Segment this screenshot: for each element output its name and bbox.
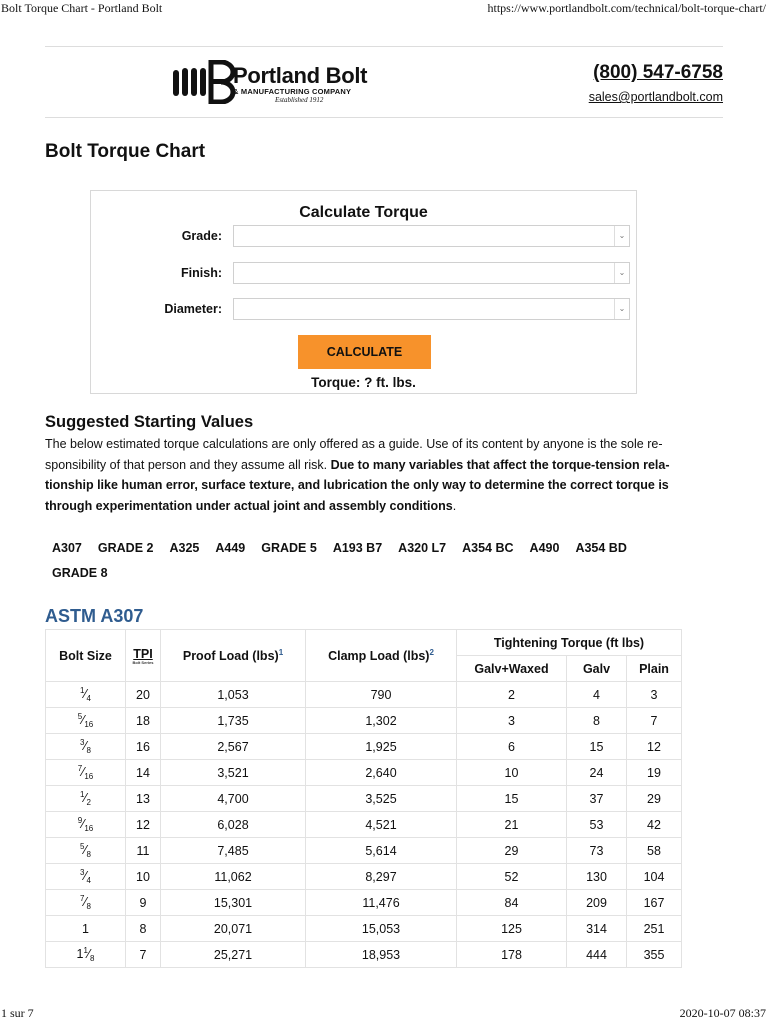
torque-table-body	[46, 682, 682, 968]
grade-link-grade-8[interactable]: GRADE 8	[52, 566, 108, 580]
cell-proof-load: 6,028	[161, 812, 306, 838]
col-tightening-torque: Tightening Torque (ft lbs)	[457, 630, 682, 656]
cell-proof-load: 20,071	[161, 916, 306, 942]
cell-proof-load: 7,485	[161, 838, 306, 864]
bolt-size-fraction: $^9⁄_{16}$	[77, 816, 94, 833]
disclaimer-bold-text: Due to many variables that affect the torque-tension rela-tionship like human error, surface texture, and lubrication the only way to determine the correct torque is through experimentation under actual joint and assembly conditions	[45, 457, 670, 514]
cell-bolt-size	[46, 760, 126, 786]
bolt-size-denominator: 4	[86, 694, 91, 703]
bolt-size-whole: 1	[76, 947, 84, 961]
cell-clamp-load: 5,614	[306, 838, 457, 864]
grade-link-a307[interactable]: A307	[52, 541, 82, 555]
table-row	[46, 708, 682, 734]
cell-plain: 355	[627, 942, 682, 968]
suggested-values-heading: Suggested Starting Values	[45, 413, 254, 431]
torque-table	[45, 629, 682, 968]
cell-galv: 8	[567, 708, 627, 734]
disclaimer-text: The below estimated torque calculations are only offered as a guide. Use of its content by anyone is the sole re-sponsibility of that person and they assume all risk.	[45, 437, 663, 472]
bolt-size-numerator: 1	[80, 686, 85, 695]
cell-bolt-size	[46, 812, 126, 838]
table-row	[46, 890, 682, 916]
bolt-size-fraction: $1^1⁄_8$	[76, 946, 95, 963]
section-heading-astm-a307: ASTM A307	[45, 606, 144, 626]
col-galv: Galv	[567, 656, 627, 682]
cell-galv: 130	[567, 864, 627, 890]
cell-tpi: 9	[126, 890, 161, 916]
bolt-size-fraction	[82, 922, 89, 936]
cell-bolt-size	[46, 864, 126, 890]
table-row	[46, 838, 682, 864]
cell-proof-load: 11,062	[161, 864, 306, 890]
bolt-size-denominator: 8	[86, 746, 91, 755]
table-row	[46, 734, 682, 760]
cell-galv: 24	[567, 760, 627, 786]
bolt-size-fraction: $^3⁄_8$	[80, 738, 91, 755]
cell-galv: 53	[567, 812, 627, 838]
col-proof-load	[161, 630, 306, 682]
grade-link-grade-5[interactable]: GRADE 5	[261, 541, 317, 555]
cell-plain: 7	[627, 708, 682, 734]
diameter-label: Diameter:	[164, 302, 222, 316]
cell-plain: 3	[627, 682, 682, 708]
cell-bolt-size	[46, 838, 126, 864]
cell-galv: 314	[567, 916, 627, 942]
cell-tpi: 8	[126, 916, 161, 942]
cell-galv: 444	[567, 942, 627, 968]
cell-proof-load: 3,521	[161, 760, 306, 786]
cell-tpi: 12	[126, 812, 161, 838]
cell-clamp-load: 4,521	[306, 812, 457, 838]
cell-proof-load: 1,735	[161, 708, 306, 734]
col-plain: Plain	[627, 656, 682, 682]
cell-bolt-size	[46, 708, 126, 734]
cell-galv-waxed: 2	[457, 682, 567, 708]
cell-plain: 42	[627, 812, 682, 838]
proof-load-footnote-link[interactable]: 1	[278, 647, 284, 657]
bolt-size-numerator: 7	[80, 894, 85, 903]
bolt-size-fraction: $^5⁄_8$	[80, 842, 91, 859]
col-tpi	[126, 630, 161, 682]
cell-clamp-load: 3,525	[306, 786, 457, 812]
finish-select[interactable]	[233, 262, 630, 284]
logo-subtitle: & MANUFACTURING COMPANY	[233, 87, 352, 96]
cell-galv-waxed: 52	[457, 864, 567, 890]
grade-select[interactable]	[233, 225, 630, 247]
cell-galv: 15	[567, 734, 627, 760]
grade-link-a325[interactable]: A325	[169, 541, 200, 555]
cell-bolt-size	[46, 734, 126, 760]
clamp-load-label: Clamp Load (lbs)	[328, 649, 430, 664]
finish-row	[91, 262, 638, 286]
cell-proof-load: 2,567	[161, 734, 306, 760]
cell-tpi: 20	[126, 682, 161, 708]
bolt-size-denominator: 16	[84, 720, 94, 729]
cell-galv-waxed: 84	[457, 890, 567, 916]
grade-nav	[45, 537, 685, 584]
cell-clamp-load: 1,302	[306, 708, 457, 734]
table-row	[46, 812, 682, 838]
email-link[interactable]: sales@portlandbolt.com	[588, 90, 723, 104]
finish-label: Finish:	[181, 266, 222, 280]
cell-galv-waxed: 21	[457, 812, 567, 838]
grade-link-a193-b7[interactable]: A193 B7	[332, 541, 383, 555]
clamp-load-footnote-link[interactable]: 2	[429, 647, 434, 657]
cell-plain: 251	[627, 916, 682, 942]
grade-link-a320-l7[interactable]: A320 L7	[398, 541, 447, 555]
tpi-header-sub: Bolt Series	[132, 659, 154, 665]
col-bolt-size: Bolt Size	[46, 630, 126, 682]
bolt-size-numerator: 1	[80, 790, 85, 799]
table-row	[46, 760, 682, 786]
table-row	[46, 682, 682, 708]
bolt-size-numerator: 7	[77, 764, 83, 773]
cell-galv-waxed: 125	[457, 916, 567, 942]
bolt-size-denominator: 4	[86, 876, 91, 885]
print-footer	[0, 1008, 768, 1024]
print-url: https://www.portlandbolt.com/technical/bolt-torque-chart/	[487, 1, 766, 15]
cell-galv: 73	[567, 838, 627, 864]
bolt-size-denominator: 8	[86, 850, 91, 859]
chevron-down-icon: ⌄	[614, 299, 629, 319]
torque-result: Torque: ? ft. lbs.	[311, 375, 416, 390]
table-row	[46, 916, 682, 942]
print-timestamp: 2020-10-07 08:37	[679, 1006, 766, 1020]
proof-load-label: Proof Load (lbs)	[182, 649, 279, 664]
cell-galv-waxed: 6	[457, 734, 567, 760]
cell-plain: 58	[627, 838, 682, 864]
cell-clamp-load: 790	[306, 682, 457, 708]
bolt-size-whole: 1	[82, 921, 89, 936]
suggested-values-text	[45, 434, 675, 517]
table-row	[46, 864, 682, 890]
bolt-size-denominator: 16	[84, 824, 94, 833]
cell-tpi: 14	[126, 760, 161, 786]
cell-clamp-load: 15,053	[306, 916, 457, 942]
cell-bolt-size	[46, 682, 126, 708]
bolt-size-fraction: $^1⁄_4$	[80, 686, 91, 703]
contact-block	[589, 62, 723, 104]
cell-proof-load: 25,271	[161, 942, 306, 968]
cell-galv-waxed: 15	[457, 786, 567, 812]
phone-link[interactable]: (800) 547-6758	[593, 62, 723, 83]
cell-clamp-load: 11,476	[306, 890, 457, 916]
cell-plain: 19	[627, 760, 682, 786]
calculate-button[interactable]: CALCULATE	[298, 335, 431, 369]
cell-plain: 29	[627, 786, 682, 812]
bolt-size-fraction: $^7⁄_{16}$	[77, 764, 94, 781]
bolt-size-numerator: 5	[77, 712, 83, 721]
bolt-size-fraction: $^3⁄_4$	[80, 868, 91, 885]
cell-galv-waxed: 3	[457, 708, 567, 734]
grade-row	[91, 225, 638, 249]
cell-clamp-load: 1,925	[306, 734, 457, 760]
grade-link-a354-bd[interactable]: A354 BD	[575, 541, 627, 555]
diameter-row	[91, 298, 638, 322]
tpi-header-label: TPI	[133, 646, 153, 661]
cell-proof-load: 1,053	[161, 682, 306, 708]
chevron-down-icon: ⌄	[614, 263, 629, 283]
print-header	[0, 0, 768, 16]
disclaimer-end: .	[452, 499, 457, 514]
logo-name: Portland Bolt	[233, 63, 368, 88]
cell-bolt-size	[46, 786, 126, 812]
cell-tpi: 7	[126, 942, 161, 968]
cell-galv-waxed: 178	[457, 942, 567, 968]
cell-tpi: 10	[126, 864, 161, 890]
bolt-size-fraction: $^1⁄_2$	[80, 790, 91, 807]
cell-galv-waxed: 10	[457, 760, 567, 786]
cell-tpi: 13	[126, 786, 161, 812]
torque-calculator	[90, 190, 637, 394]
cell-tpi: 16	[126, 734, 161, 760]
cell-plain: 104	[627, 864, 682, 890]
bolt-size-numerator: 3	[80, 738, 85, 747]
grade-link-grade-2[interactable]: GRADE 2	[97, 541, 154, 555]
table-row	[46, 786, 682, 812]
bolt-size-fraction: $^7⁄_8$	[80, 894, 91, 911]
grade-label: Grade:	[181, 229, 222, 243]
cell-clamp-load: 18,953	[306, 942, 457, 968]
calculator-title: Calculate Torque	[299, 204, 428, 221]
logo-established: Established 1912	[275, 96, 324, 104]
bolt-size-numerator: 1	[83, 946, 88, 955]
cell-tpi: 11	[126, 838, 161, 864]
bolt-size-denominator: 16	[84, 772, 94, 781]
print-page-number: 1 sur 7	[1, 1006, 34, 1020]
cell-clamp-load: 8,297	[306, 864, 457, 890]
cell-bolt-size	[46, 890, 126, 916]
chevron-down-icon: ⌄	[614, 226, 629, 246]
bolt-size-denominator: 8	[86, 902, 91, 911]
cell-galv: 209	[567, 890, 627, 916]
cell-proof-load: 15,301	[161, 890, 306, 916]
col-clamp-load	[306, 630, 457, 682]
bolt-logo-icon	[171, 60, 241, 104]
table-row	[46, 942, 682, 968]
cell-plain: 12	[627, 734, 682, 760]
bolt-size-numerator: 3	[80, 868, 85, 877]
grade-link-a490[interactable]: A490	[529, 541, 560, 555]
cell-tpi: 18	[126, 708, 161, 734]
print-page-title: Bolt Torque Chart - Portland Bolt	[1, 1, 163, 15]
col-galv-waxed: Galv+Waxed	[457, 656, 567, 682]
bolt-size-fraction: $^5⁄_{16}$	[77, 712, 94, 729]
bolt-size-numerator: 5	[80, 842, 85, 851]
portland-bolt-logo[interactable]	[173, 57, 383, 107]
page-title: Bolt Torque Chart	[45, 141, 206, 162]
cell-galv-waxed: 29	[457, 838, 567, 864]
cell-galv: 4	[567, 682, 627, 708]
cell-bolt-size	[46, 916, 126, 942]
cell-proof-load: 4,700	[161, 786, 306, 812]
cell-clamp-load: 2,640	[306, 760, 457, 786]
bolt-size-denominator: 2	[86, 798, 91, 807]
grade-link-a354-bc[interactable]: A354 BC	[462, 541, 514, 555]
cell-plain: 167	[627, 890, 682, 916]
cell-bolt-size	[46, 942, 126, 968]
bolt-size-denominator: 8	[90, 954, 95, 963]
site-header	[45, 46, 723, 118]
cell-galv: 37	[567, 786, 627, 812]
grade-link-a449[interactable]: A449	[215, 541, 246, 555]
diameter-select[interactable]	[233, 298, 630, 320]
bolt-size-numerator: 9	[77, 816, 83, 825]
